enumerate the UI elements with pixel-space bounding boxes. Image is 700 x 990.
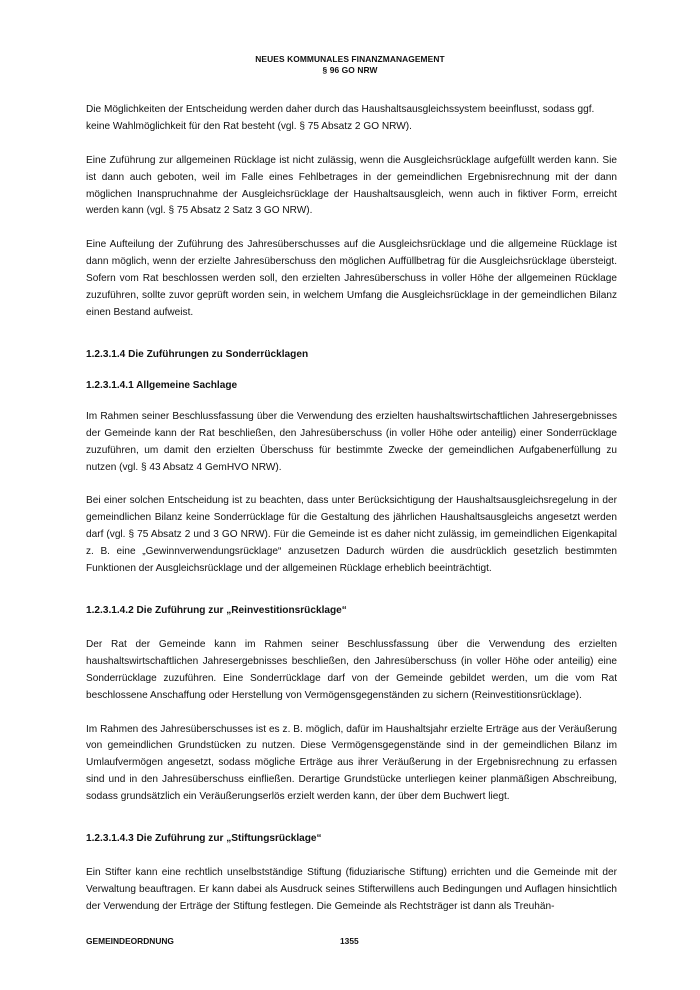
paragraph-1: Die Möglichkeiten der Entscheidung werden daher durch das Haushaltsausgleichssystem beeinflusst, sodass ggf. keine Wahlmöglichkeit für den Rat besteht (vgl. § 75 Absatz 2 GO NRW). [86,104,595,132]
section-heading-sonderruecklagen: 1.2.3.1.4 Die Zuführungen zu Sonderrücklagen [86,349,309,361]
paragraph-8: Ein Stifter kann eine rechtlich unselbstständige Stiftung (fiduziarische Stiftung) errichten und die Gemeinde mit der Verwaltung beauftragen. Er kann dabei als Ausdruck seines Stifterwillens auch Bedingungen und Auflagen hinsichtlich der Verwendung der Erträge der Stiftung festlegen. Die Gemeinde als Rechtsträger ist dann als Treuhän- [86,867,617,912]
page-number: 1355 [340,936,359,946]
paragraph-7: Im Rahmen des Jahresüberschusses ist es z. B. möglich, dafür im Haushaltsjahr erzielte Erträge aus der Veräußerung von gemeindlichen Grundstücken zu nutzen. Diese Vermögensgegenstände sind in der gemeindlichen Bilanz im Umlaufvermögen angesetzt, sodass mögliche Erträge aus ihrer Veräußerung in der Ergebnisrechnung zu erfassen sind und in den Jahresüberschuss einfließen. Derartige Grundstücke unterliegen keiner planmäßigen Abschreibung, sodass grundsätzlich ein Veräußerungserlös erzielt werden kann, der über dem Buchwert liegt. [86,723,617,803]
paragraph-3: Eine Aufteilung der Zuführung des Jahresüberschusses auf die Ausgleichsrücklage und die allgemeine Rücklage ist dann möglich, wenn der erzielte Jahresüberschuss den möglichen Auffüllbetrag für die Ausgleichsrücklage übersteigt. Sofern vom Rat beschlossen werden soll, den erzielten Jahresüberschuss in voller Höhe der allgemeinen Rücklage zuzuführen, sollte zuvor geprüft worden sein, in welchem Umfang die Ausgleichsrücklage in der gemeindlichen Bilanz einen Bestand aufweist. [86,239,617,318]
paragraph-6: Der Rat der Gemeinde kann im Rahmen seiner Beschlussfassung über die Verwendung des erzielten haushaltswirtschaftlichen Jahresergebnisses beschließen, den Jahresüberschuss (in voller Höhe oder anteilig) eine Sonderrücklage zuzuführen. Eine Sonderrücklage darf von der Gemeinde gebildet werden, um die vom Rat beschlossene Anschaffung oder Herstellung von Vermögensgegenständen zu sichern (Reinvestitionsrücklage). [86,639,617,701]
paragraph-4: Im Rahmen seiner Beschlussfassung über die Verwendung des erzielten haushaltswirtschaftlichen Jahresergebnisses der Gemeinde kann der Rat beschließen, den Jahresüberschuss (in voller Höhe oder anteilig) einer Sonderrücklage zuzuführen, um damit den erzielten Überschuss für bestimmte Zwecke der gemeindlichen Aufgabenerfüllung zu nutzen (vgl. § 43 Absatz 4 GemHVO NRW). [86,410,617,473]
paragraph-2: Eine Zuführung zur allgemeinen Rücklage ist nicht zulässig, wenn die Ausgleichsrücklage aufgefüllt werden kann. Sie ist dann auch geboten, weil im Falle eines Fehlbetrages in der gemeindlichen Ergebnisrechnung mit der dann möglichen Inanspruchnahme der Ausgleichsrücklage der Haushaltsausgleich, wenn auch in fiktiver Form, erreicht werden kann (vgl. § 75 Absatz 2 Satz 3 GO NRW). [86,154,617,217]
subsection-heading-allgemeine-sachlage: 1.2.3.1.4.1 Allgemeine Sachlage [86,379,238,391]
subsection-heading-reinvestitionsruecklage: 1.2.3.1.4.2 Die Zuführung zur „Reinvestitionsrücklage“ [86,605,347,617]
paragraph-5: Bei einer solchen Entscheidung ist zu beachten, dass unter Berücksichtigung der Haushaltsausgleichsregelung in der gemeindlichen Bilanz keine Sonderrücklage für die Gestaltung des jährlichen Haushaltsausgleichs angesetzt werden darf (vgl. § 75 Absatz 2 und 3 GO NRW). Für die Gemeinde ist es daher nicht zulässig, im gemeindlichen Eigenkapital z. B. eine „Gewinnverwendungsrücklage“ anzusetzen Dadurch würden die ausdrücklich gesetzlich bestimmten Funktionen der Ausgleichsrücklage und der allgemeinen Rücklage erheblich beeinträchtigt. [86,495,617,574]
header-title: NEUES KOMMUNALES FINANZMANAGEMENT [255,54,445,64]
running-header [0,54,700,76]
footer-label: GEMEINDEORDNUNG [86,936,174,946]
header-section: § 96 GO NRW [322,65,378,75]
subsection-heading-stiftungsruecklage: 1.2.3.1.4.3 Die Zuführung zur „Stiftungsrücklage“ [86,833,322,845]
body-text [86,102,617,916]
